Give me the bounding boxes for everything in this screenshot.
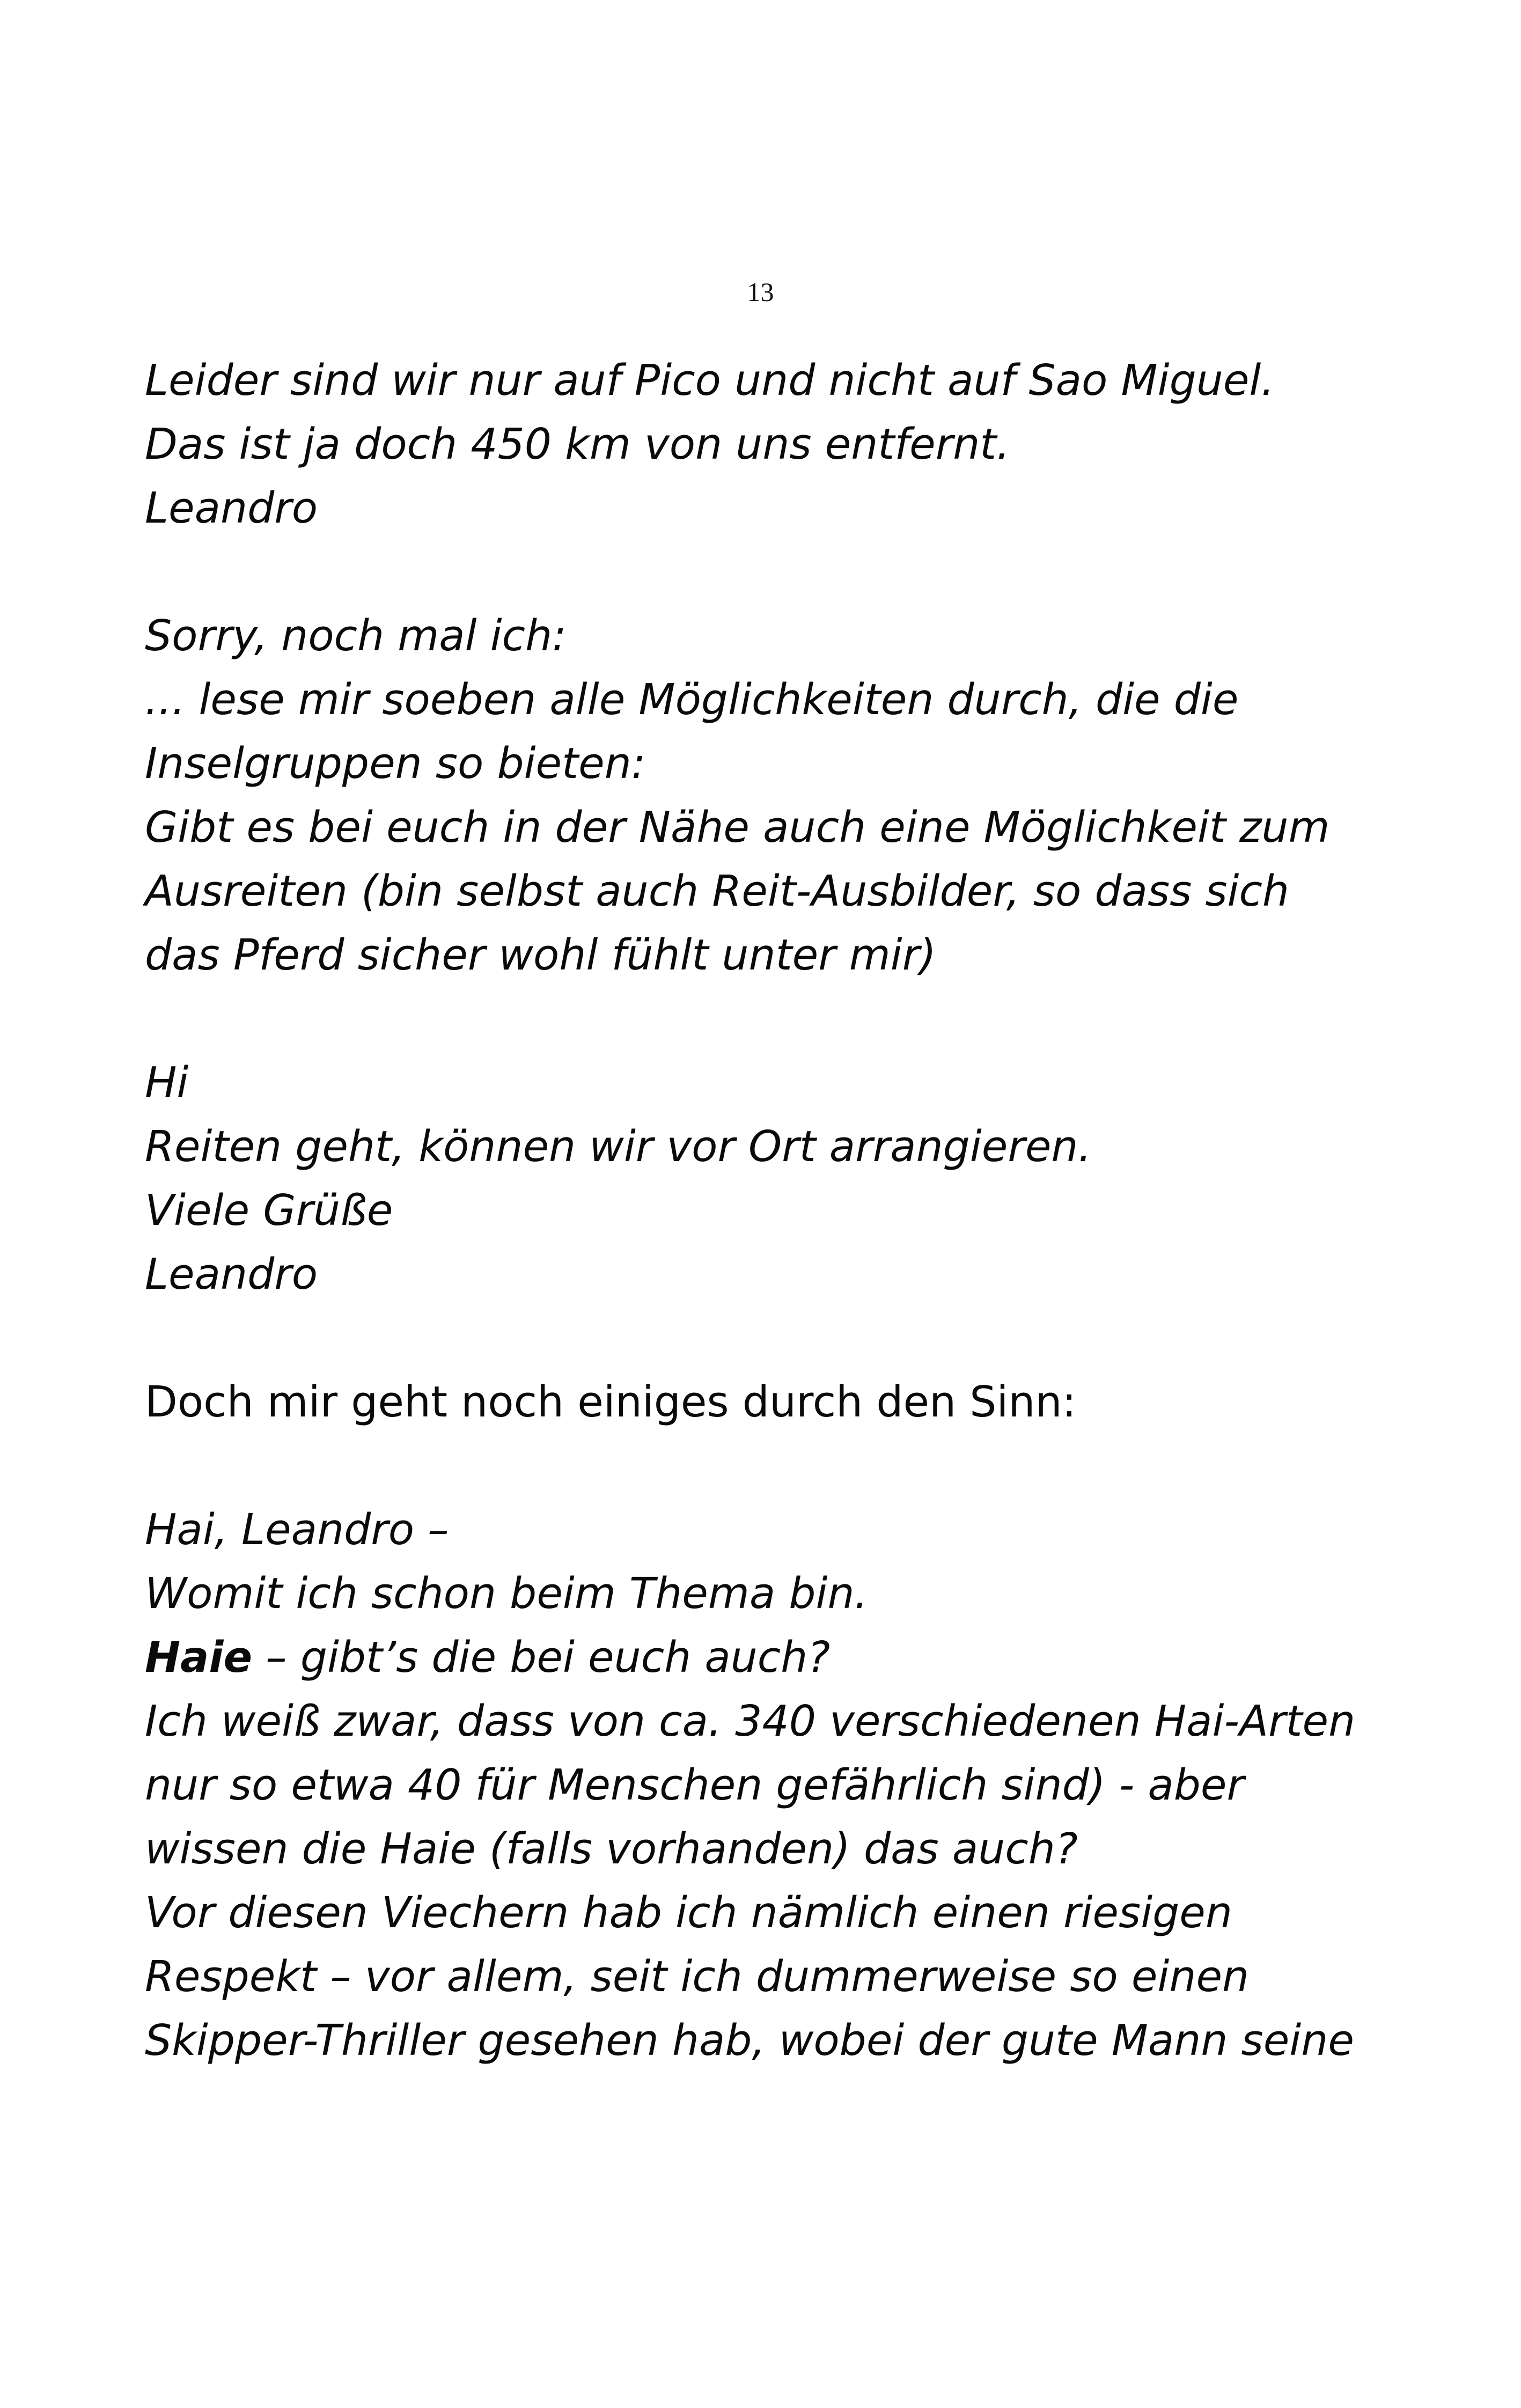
text-line: ... lese mir soeben alle Möglichkeiten durch, die die: [145, 675, 1239, 724]
text-line: Hai, Leandro –: [145, 1505, 449, 1554]
message-leandro-1: [145, 349, 1395, 540]
text-line: Leandro: [145, 483, 318, 533]
text-line: nur so etwa 40 für Menschen gefährlich sind) - aber: [145, 1760, 1244, 1810]
paragraph-spacer: [145, 987, 1395, 1051]
paragraph-spacer: [145, 1306, 1395, 1370]
text-line: Ausreiten (bin selbst auch Reit-Ausbilder, so dass sich: [145, 867, 1289, 916]
text-line: Skipper-Thriller gesehen hab, wobei der gute Mann seine: [145, 2016, 1354, 2065]
message-haie: [145, 1498, 1395, 2073]
page-number: 13: [747, 277, 774, 307]
text-line: wissen die Haie (falls vorhanden) das auch?: [145, 1824, 1078, 1874]
text-line: Inselgruppen so bieten:: [145, 739, 646, 788]
text-line: Leandro: [145, 1250, 318, 1299]
page-body: [145, 349, 1395, 2073]
text-line: das Pferd sicher wohl fühlt unter mir): [145, 930, 937, 980]
message-leandro-2: [145, 1051, 1395, 1306]
text-line: Gibt es bei euch in der Nähe auch eine Möglichkeit zum: [145, 803, 1330, 852]
text-line: Reiten geht, können wir vor Ort arrangieren.: [145, 1122, 1092, 1171]
paragraph-spacer: [145, 540, 1395, 604]
text-line: Respekt – vor allem, seit ich dummerweise so einen: [145, 1952, 1250, 2001]
text-line: Leider sind wir nur auf Pico und nicht auf Sao Miguel.: [145, 356, 1275, 405]
text-line: Viele Grüße: [145, 1186, 393, 1235]
text-line: Doch mir geht noch einiges durch den Sinn:: [145, 1377, 1077, 1427]
text-fragment: – gibt’s die bei euch auch?: [252, 1633, 831, 1682]
text-line: Ich weiß zwar, dass von ca. 340 verschiedenen Hai-Arten: [145, 1697, 1356, 1746]
text-line: Vor diesen Viechern hab ich nämlich einen riesigen: [145, 1888, 1232, 1937]
bold-word: Haie: [145, 1633, 253, 1682]
narration: [145, 1370, 1395, 1434]
text-line: Das ist ja doch 450 km von uns entfernt.: [145, 420, 1010, 469]
text-line: Sorry, noch mal ich:: [145, 611, 567, 660]
message-sorry: [145, 604, 1395, 987]
text-line: Hi: [145, 1058, 189, 1107]
text-line-haie: [145, 1626, 1395, 1690]
text-line: Womit ich schon beim Thema bin.: [145, 1569, 868, 1618]
paragraph-spacer: [145, 1434, 1395, 1498]
